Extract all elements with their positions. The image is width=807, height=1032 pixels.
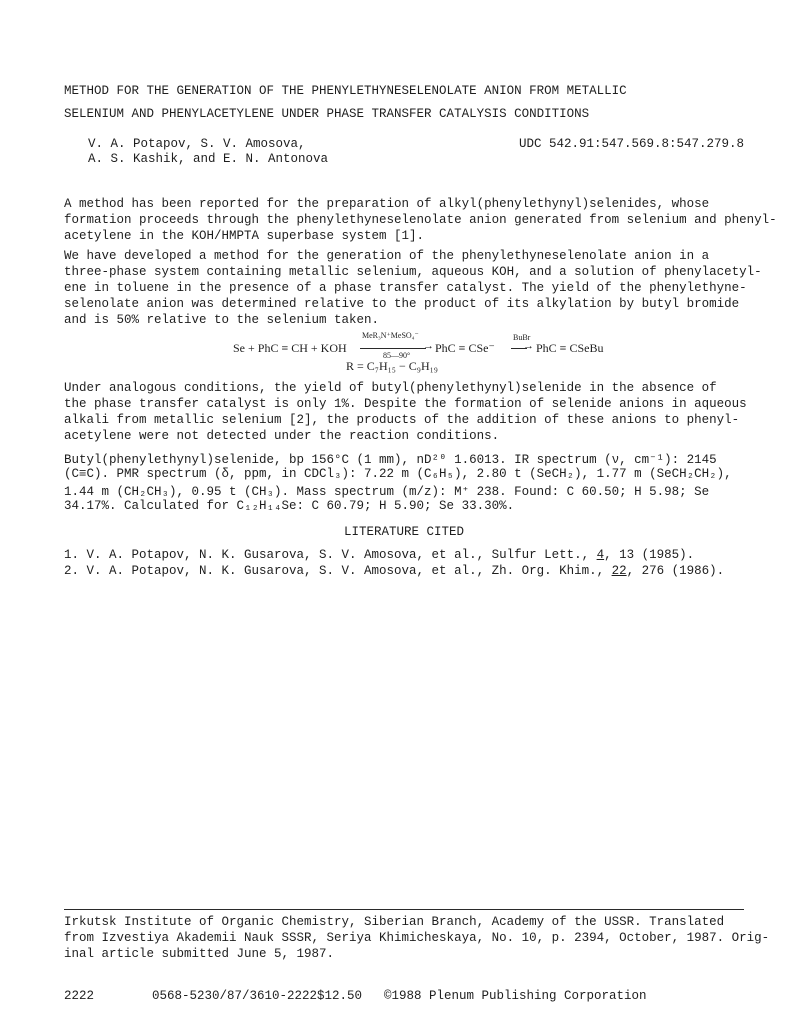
literature-heading: LITERATURE CITED — [344, 525, 465, 539]
title-line-2: SELENIUM AND PHENYLACETYLENE UNDER PHASE TRANSFER CATALYSIS CONDITIONS — [64, 107, 590, 121]
reference-2-text: 2. V. A. Potapov, N. K. Gusarova, S. V. Amosova, et al., Zh. Org. Khim., — [64, 564, 612, 578]
reaction-arrowhead-1: → — [423, 340, 434, 352]
reaction-arrowhead-2: → — [523, 340, 534, 352]
reference-1-volume: 4 — [596, 548, 605, 562]
authors-line-1: V. A. Potapov, S. V. Amosova, — [88, 137, 306, 151]
footnote-line-1: Irkutsk Institute of Organic Chemistry, Siberian Branch, Academy of the USSR. Translated — [64, 915, 725, 929]
footnote-divider — [64, 909, 744, 910]
para2-line-3: ene in toluene in the presence of a phase transfer catalyst. The yield of the phenylethyne- — [64, 281, 747, 295]
authors-line-2: A. S. Kashik, and E. N. Antonova — [88, 152, 329, 166]
para3-line-3: alkali from metallic selenium [2], the products of the addition of these anions to phenyl- — [64, 413, 740, 427]
reference-1-pages: , 13 (1985). — [604, 548, 695, 562]
page-number: 2222 — [64, 989, 95, 1003]
article-code: 0568-5230/87/3610-2222$12.50 — [152, 989, 363, 1003]
para4-line-3: 1.44 m (CH₂CH₃), 0.95 t (CH₃). Mass spectrum (m/z): M⁺ 238. Found: C 60.50; H 5.98; Se — [64, 485, 710, 499]
reference-1 — [64, 548, 694, 562]
copyright: ©1988 Plenum Publishing Corporation — [384, 989, 647, 1003]
reaction-r-definition: R = C₇H₁₅ − C₉H₁₉ — [346, 359, 438, 373]
footnote-line-2: from Izvestiya Akademii Nauk SSSR, Seriya Khimicheskaya, No. 10, p. 2394, October, 1987. Orig- — [64, 931, 770, 945]
udc-code: UDC 542.91:547.569.8:547.279.8 — [519, 137, 745, 151]
para4-line-2: (C≡C). PMR spectrum (δ, ppm, in CDCl₃): 7.22 m (C₆H₅), 2.80 t (SeCH₂), 1.77 m (SeCH₂CH₂), — [64, 467, 732, 481]
para4-line-1: Butyl(phenylethynyl)selenide, bp 156°C (1 mm), nD²⁰ 1.6013. IR spectrum (ν, cm⁻¹): 2145 — [64, 453, 717, 467]
reaction-reactants: Se + PhC ≡ CH + KOH — [233, 341, 347, 355]
reaction-conditions: 85—90° — [383, 351, 411, 360]
para4-line-4: 34.17%. Calculated for C₁₂H₁₄Se: C 60.79; H 5.90; Se 33.30%. — [64, 499, 515, 513]
para2-line-5: and is 50% relative to the selenium taken. — [64, 313, 380, 327]
para1-line-2: formation proceeds through the phenylethyneselenolate anion generated from selenium and phenyl- — [64, 213, 777, 227]
title-line-1: METHOD FOR THE GENERATION OF THE PHENYLETHYNESELENOLATE ANION FROM METALLIC — [64, 84, 627, 98]
reaction-reagent: BuBr — [513, 333, 531, 342]
reaction-product: PhC ≡ CSeBu — [536, 341, 604, 355]
para1-line-3: acetylene in the KOH/HMPTA superbase system [1]. — [64, 229, 425, 243]
reaction-arrow-1 — [360, 348, 426, 349]
para2-line-2: three-phase system containing metallic selenium, aqueous KOH, and a solution of phenylacetyl- — [64, 265, 762, 279]
reference-1-text: 1. V. A. Potapov, N. K. Gusarova, S. V. Amosova, et al., Sulfur Lett., — [64, 548, 597, 562]
footnote-line-3: inal article submitted June 5, 1987. — [64, 947, 335, 961]
reference-2-pages: , 276 (1986). — [626, 564, 725, 578]
para2-line-4: selenolate anion was determined relative to the product of its alkylation by butyl bromide — [64, 297, 740, 311]
para1-line-1: A method has been reported for the preparation of alkyl(phenylethynyl)selenides, whose — [64, 197, 710, 211]
para2-line-1: We have developed a method for the generation of the phenylethyneselenolate anion in a — [64, 249, 710, 263]
reaction-catalyst: MeR₃N⁺MeSO₄⁻ — [362, 331, 419, 340]
para3-line-1: Under analogous conditions, the yield of butyl(phenylethynyl)selenide in the absence of — [64, 381, 717, 395]
reference-2-volume: 22 — [611, 564, 627, 578]
reference-2 — [64, 564, 724, 578]
para3-line-2: the phase transfer catalyst is only 1%. Despite the formation of selenide anions in aqueous — [64, 397, 747, 411]
para3-line-4: acetylene were not detected under the reaction conditions. — [64, 429, 500, 443]
reaction-intermediate: PhC ≡ CSe⁻ — [435, 341, 495, 355]
